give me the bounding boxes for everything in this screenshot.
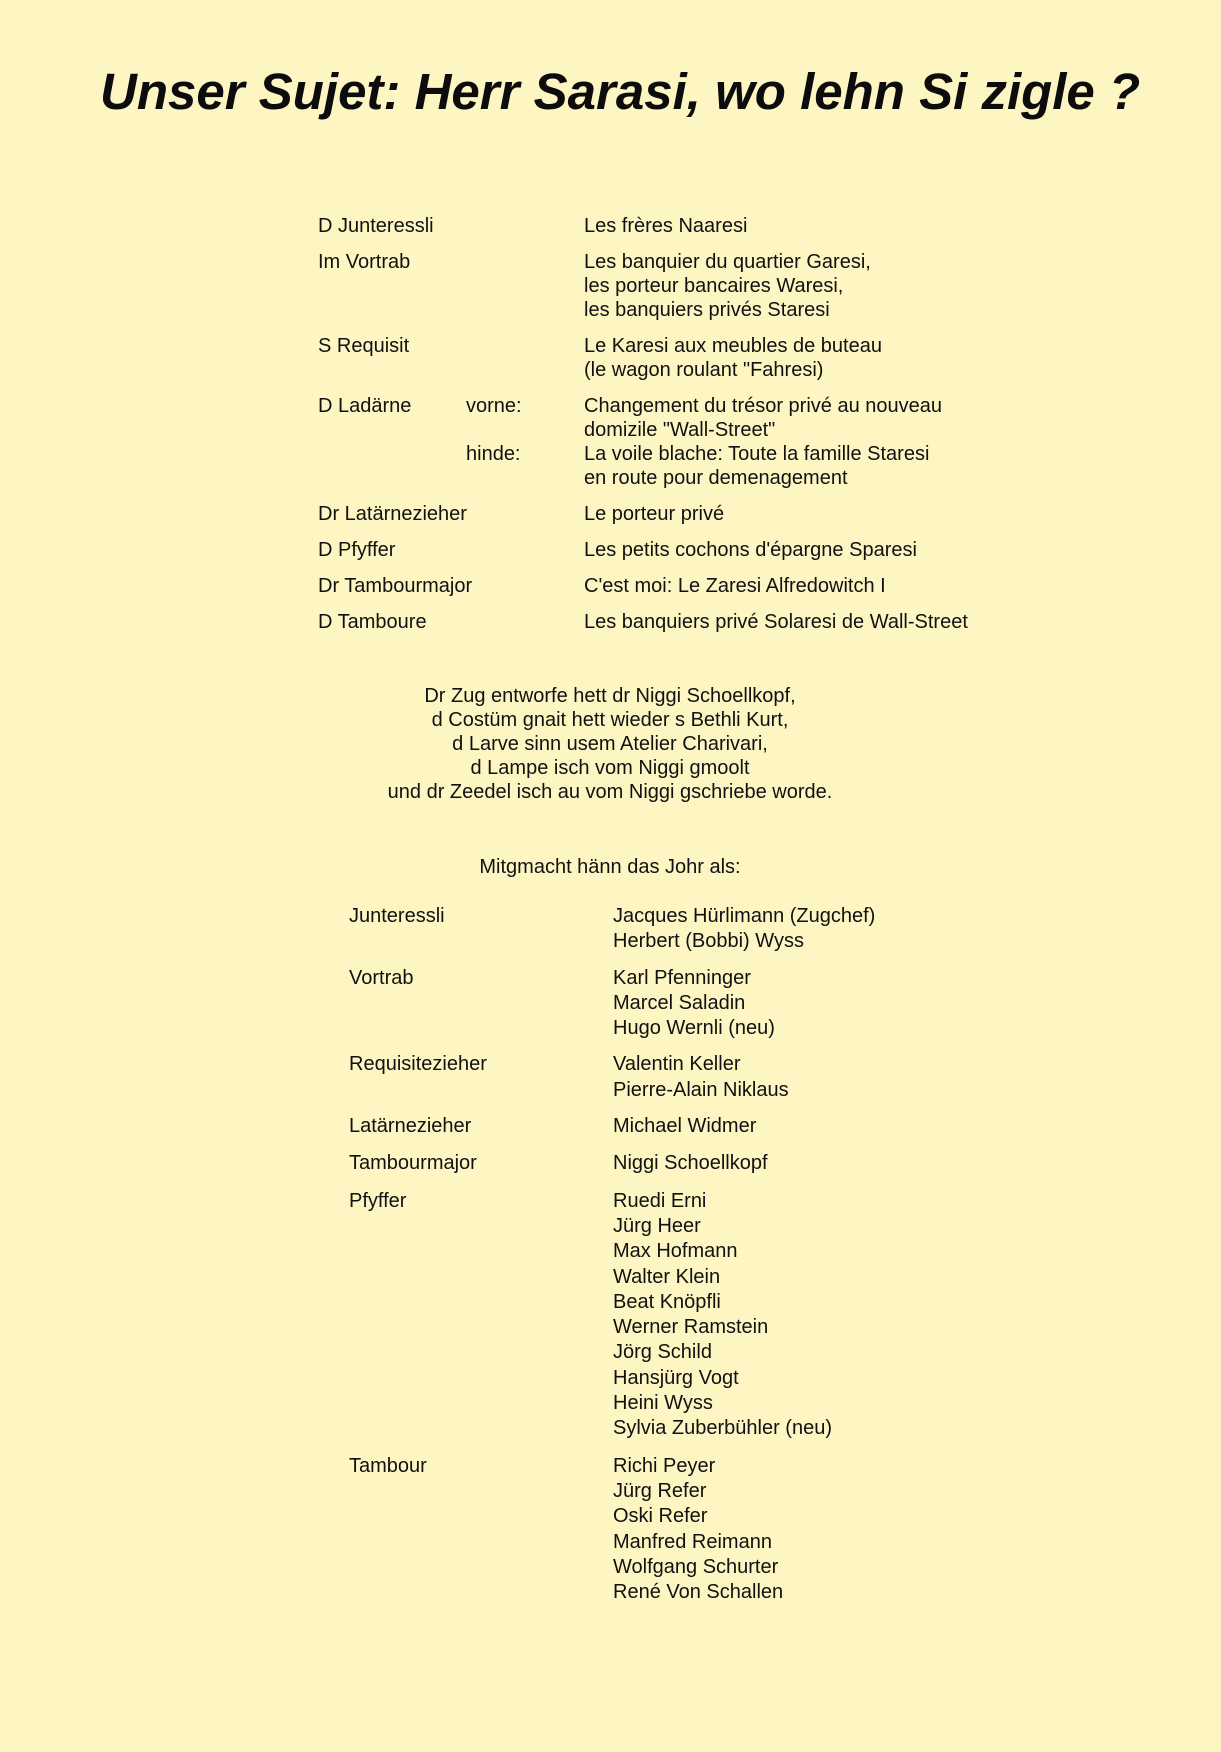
mitgmacht-heading: Mitgmacht hänn das Johr als: [479,856,741,878]
sujet-description [584,334,1038,382]
description-line: les porteur bancaires Waresi, [584,275,844,297]
sujet-table [318,214,1038,634]
credit-line: d Larve sinn usem Atelier Charivari, [452,733,768,755]
member-names [613,1189,949,1442]
member-names [613,1454,949,1606]
description-line: Le porteur privé [584,503,725,525]
member-name: Richi Peyer [613,1454,716,1477]
sujet-description [584,394,1038,442]
description-line: Le Karesi aux meubles de buteau [584,335,882,357]
sujet-subrole: vorne: [466,395,522,417]
member-name: Oski Refer [613,1505,708,1528]
sujet-row [318,334,1038,382]
member-names [613,1151,949,1176]
description-line: La voile blache: Toute la famille Staresi [584,443,930,465]
sujet-description [584,574,1038,598]
member-name: Beat Knöpfli [613,1290,721,1313]
member-row [349,1114,949,1139]
sujet-role: D Tamboure [318,611,427,633]
sujet-role: D Ladärne [318,395,412,417]
sujet-entry [318,334,1038,382]
sujet-row [318,250,1038,322]
member-name: Jürg Heer [613,1214,701,1237]
member-name: Hugo Wernli (neu) [613,1017,775,1040]
member-row [349,966,949,1042]
sujet-entry [318,610,1038,634]
credits-block [300,684,920,804]
sujet-role: D Junteressli [318,215,434,237]
sujet-row [318,502,1038,526]
sujet-description [584,502,1038,526]
member-name: Ruedi Erni [613,1189,707,1212]
sujet-entry [318,574,1038,598]
member-name: Herbert (Bobbi) Wyss [613,930,804,953]
member-row [349,1151,949,1176]
description-line: Les frères Naaresi [584,215,748,237]
description-line: Les petits cochons d'épargne Sparesi [584,539,917,561]
description-line: Changement du trésor privé au nouveau [584,395,943,417]
sujet-entry [318,502,1038,526]
sujet-row [318,574,1038,598]
member-role: Pfyffer [349,1189,407,1212]
description-line: C'est moi: Le Zaresi Alfredowitch I [584,575,886,597]
member-names [613,904,949,955]
sujet-entry [318,394,1038,442]
credit-line: d Costüm gnait hett wieder s Bethli Kurt, [431,709,789,731]
member-row [349,1189,949,1442]
member-names [613,1052,949,1103]
sujet-description [584,214,1038,238]
sujet-row [318,610,1038,634]
member-role: Tambourmajor [349,1152,477,1175]
member-name: Jürg Refer [613,1479,707,1502]
member-names [613,966,949,1042]
sujet-role: D Pfyffer [318,539,396,561]
member-name: Heini Wyss [613,1392,713,1415]
sujet-entry [318,442,1038,490]
member-name: Michael Widmer [613,1115,757,1138]
sujet-row [318,214,1038,238]
member-name: Wolfgang Schurter [613,1555,779,1578]
sujet-description [584,250,1038,322]
sujet-role: Dr Tambourmajor [318,575,473,597]
members-table [349,904,949,1605]
member-name: Pierre-Alain Niklaus [613,1078,789,1101]
description-line: Les banquiers privé Solaresi de Wall-Street [584,611,968,633]
member-name: Hansjürg Vogt [613,1366,739,1389]
sujet-role: Dr Latärnezieher [318,503,467,525]
member-name: Jörg Schild [613,1341,712,1364]
description-line: les banquiers privés Staresi [584,299,830,321]
sujet-row [318,394,1038,490]
sujet-subrole: hinde: [466,443,521,465]
sujet-description [584,538,1038,562]
member-name: Sylvia Zuberbühler (neu) [613,1417,832,1440]
member-name: Max Hofmann [613,1240,738,1263]
sujet-description [584,442,1038,490]
credit-line: und dr Zeedel isch au vom Niggi gschriebe worde. [387,781,833,803]
member-role: Tambour [349,1454,427,1477]
page-title: Unser Sujet: Herr Sarasi, wo lehn Si zigle ? [100,63,1141,120]
member-role: Latärnezieher [349,1115,472,1138]
description-line: en route pour demenagement [584,467,848,489]
sujet-row [318,538,1038,562]
credit-line: Dr Zug entworfe hett dr Niggi Schoellkopf, [424,685,796,707]
sujet-description [584,610,1038,634]
member-name: Niggi Schoellkopf [613,1152,768,1175]
member-name: Karl Pfenninger [613,966,751,989]
description-line: Les banquier du quartier Garesi, [584,251,871,273]
member-name: Jacques Hürlimann (Zugchef) [613,905,876,927]
member-name: Walter Klein [613,1265,721,1288]
member-names [613,1114,949,1139]
member-row [349,1454,949,1606]
sujet-entry [318,250,1038,322]
member-name: Manfred Reimann [613,1530,772,1553]
member-name: René Von Schallen [613,1581,784,1604]
member-role: Vortrab [349,966,414,989]
member-role: Junteressli [349,905,445,927]
member-row [349,904,949,955]
member-name: Valentin Keller [613,1053,741,1076]
member-name: Marcel Saladin [613,991,746,1014]
description-line: domizile "Wall-Street" [584,419,776,441]
sujet-entry [318,214,1038,238]
credit-line: d Lampe isch vom Niggi gmoolt [470,757,750,779]
member-row [349,1052,949,1103]
description-line: (le wagon roulant "Fahresi) [584,359,824,381]
sujet-role: S Requisit [318,335,410,357]
member-role: Requisitezieher [349,1053,487,1076]
sujet-entry [318,538,1038,562]
sujet-role: Im Vortrab [318,251,411,273]
member-name: Werner Ramstein [613,1316,769,1339]
